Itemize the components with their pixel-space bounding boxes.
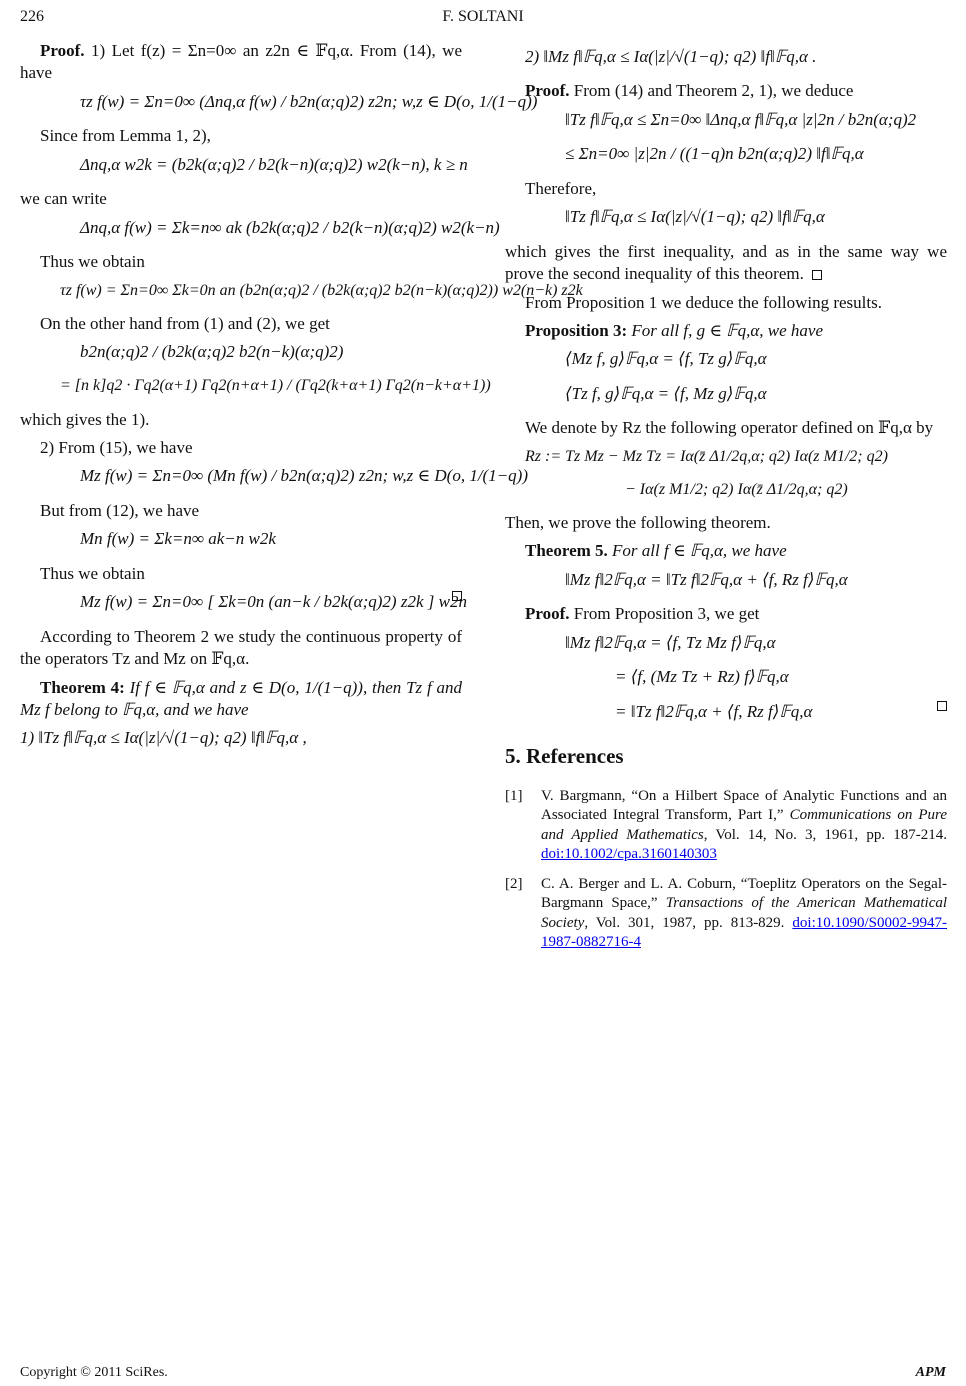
equation-ratio-b: b2n(α;q)2 / (b2k(α;q)2 b2(n−k)(α;q)2) (80, 342, 344, 362)
theorem-5: Theorem 5. For all f ∈ 𝔽q,α, we have (525, 541, 787, 561)
reference-doi-link[interactable]: doi:10.1002/cpa.3160140303 (541, 846, 717, 863)
qed-square-icon (937, 701, 947, 711)
equation-tau-double-sum: τz f(w) = Σn=0∞ Σk=0n an (b2n(α;q)2 / (b2k(α;q)2 b2(n−k)(α;q)2)) w2(n−k) z2k (60, 281, 583, 299)
equation-m-f: Mz f(w) = Σn=0∞ (Mn f(w) / b2n(α;q)2) z2n; w,z ∈ D(o, 1/(1−q)) (80, 466, 528, 486)
equation-mn-f: Mn f(w) = Σk=n∞ ak−n w2k (80, 529, 276, 549)
proof-paragraph-2: Proof. From (14) and Theorem 2, 1), we deduce (525, 81, 854, 101)
equation-rz-def-cont: − Iα(z M1/2; q2) Iα(z̄ Δ1/2q,α; q2) (625, 480, 848, 498)
equation-proof-line-2: = ⟨f, (Mz Tz + Rz) f⟩𝔽q,α (615, 667, 789, 687)
equation-m-double-sum: Mz f(w) = Σn=0∞ [ Σk=0n (an−k / b2k(α;q)2) z2k ] w2n (80, 592, 467, 612)
inequality-2: 2) ‖Mz f‖𝔽q,α ≤ Iα(|z|/√(1−q); q2) ‖f‖𝔽q,α . (525, 47, 817, 66)
reference-doi-link[interactable]: doi:10.1090/S0002-9947-1987-0882716-4 (541, 914, 947, 951)
qed-square-icon (452, 591, 462, 601)
proof-paragraph-3: Proof. From Proposition 3, we get (525, 604, 760, 624)
equation-rz-def: Rz := Tz Mz − Mz Tz = Iα(z̄ Δ1/2q,α; q2) Iα(z M1/2; q2) (525, 447, 888, 465)
equation-norm-tf-bound: ≤ Σn=0∞ |z|2n / ((1−q)n b2n(α;q)2) ‖f‖𝔽q,α (565, 144, 864, 164)
equation-tau-f: τz f(w) = Σn=0∞ (Δnq,α f(w) / b2n(α;q)2) z2n; w,z ∈ D(o, 1/(1−q)) (80, 91, 538, 111)
text-gives-1: which gives the 1). (20, 409, 150, 429)
text-thus-obtain-2: Thus we obtain (40, 563, 145, 583)
equation-norm-identity: ‖Mz f‖2𝔽q,α = ‖Tz f‖2𝔽q,α + ⟨f, Rz f⟩𝔽q,α (565, 569, 848, 589)
page-number: 226 (20, 8, 44, 25)
equation-norm-tf-final: ‖Tz f‖𝔽q,α ≤ Iα(|z|/√(1−q); q2) ‖f‖𝔽q,α (565, 207, 825, 227)
proof-paragraph-1: Proof. 1) Let f(z) = Σn=0∞ an z2n ∈ 𝔽q,α. From (14), we have (20, 41, 463, 83)
qed-square-icon (812, 270, 822, 280)
running-header-author: F. SOLTANI (442, 8, 524, 25)
text-which-gives: which gives the first inequality, and as in the same way we prove the second inequality of this theorem. (505, 241, 947, 284)
text-then-prove: Then, we prove the following theorem. (505, 512, 771, 532)
equation-ratio-gamma: = [n k]q2 · Γq2(α+1) Γq2(n+α+1) / (Γq2(k+α+1) Γq2(n−k+α+1)) (60, 377, 491, 395)
equation-proof-line-3: = ‖Tz f‖2𝔽q,α + ⟨f, Rz f⟩𝔽q,α (505, 701, 947, 723)
proposition-3: Proposition 3: For all f, g ∈ 𝔽q,α, we have (525, 320, 824, 340)
text-from-proposition: From Proposition 1 we deduce the following results. (525, 292, 882, 312)
text-therefore: Therefore, (525, 178, 597, 198)
footer-copyright: Copyright © 2011 SciRes. (20, 1365, 168, 1380)
text-we-can-write: we can write (20, 189, 107, 209)
reference-item: [2] C. A. Berger and L. A. Coburn, “Toeplitz Operators on the Segal-Bargmann Space,” Transactions of the American Mathematical Society, Vol. 301, 1987, pp. 813-829. doi:10.1090/S0002-9947-1987-0882716-4 (505, 875, 948, 951)
text-thus-obtain-1: Thus we obtain (40, 252, 145, 272)
equation-proof-line-1: ‖Mz f‖2𝔽q,α = ⟨f, Tz Mz f⟩𝔽q,α (565, 632, 776, 652)
reference-item: [1] V. Bargmann, “On a Hilbert Space of Analytic Functions and an Associated Integral Transform, Part I,” Communications on Pure and Applied Mathematics, Vol. 14, No. 3, 1961, pp. 187-214. doi:10.1002/cpa.3160140303 (505, 787, 947, 863)
footer-journal: APM (915, 1365, 946, 1380)
text-according: According to Theorem 2 we study the continuous property of the operators Tz and Mz on 𝔽q,α. (20, 626, 462, 669)
equation-delta-f: Δnq,α f(w) = Σk=n∞ ak (b2k(α;q)2 / b2(k−n)(α;q)2) w2(k−n) (80, 217, 500, 237)
text-from-15: 2) From (15), we have (40, 438, 193, 458)
text-but-from-12: But from (12), we have (40, 500, 200, 520)
equation-delta-w: Δnq,α w2k = (b2k(α;q)2 / b2(k−n)(α;q)2) w2(k−n), k ≥ n (80, 154, 468, 174)
text-other-hand: On the other hand from (1) and (2), we get (40, 313, 330, 333)
text-we-denote: We denote by Rz the following operator defined on 𝔽q,α by (525, 418, 934, 438)
equation-norm-tf-sum: ‖Tz f‖𝔽q,α ≤ Σn=0∞ ‖Δnq,α f‖𝔽q,α |z|2n / b2n(α;q)2 (565, 109, 917, 129)
theorem-4: Theorem 4: If f ∈ 𝔽q,α and z ∈ D(o, 1/(1−q)), then Tz f and Mz f belong to 𝔽q,α, and we have (20, 677, 462, 719)
references-heading: 5. References (505, 743, 624, 768)
right-column (505, 40, 947, 963)
equation-inner-t-m: ⟨Tz f, g⟩𝔽q,α = ⟨f, Mz g⟩𝔽q,α (565, 383, 767, 403)
inequality-1: 1) ‖Tz f‖𝔽q,α ≤ Iα(|z|/√(1−q); q2) ‖f‖𝔽q,α , (20, 728, 307, 748)
equation-inner-m-t: ⟨Mz f, g⟩𝔽q,α = ⟨f, Tz g⟩𝔽q,α (565, 349, 767, 369)
text-since-lemma: Since from Lemma 1, 2), (40, 126, 211, 146)
